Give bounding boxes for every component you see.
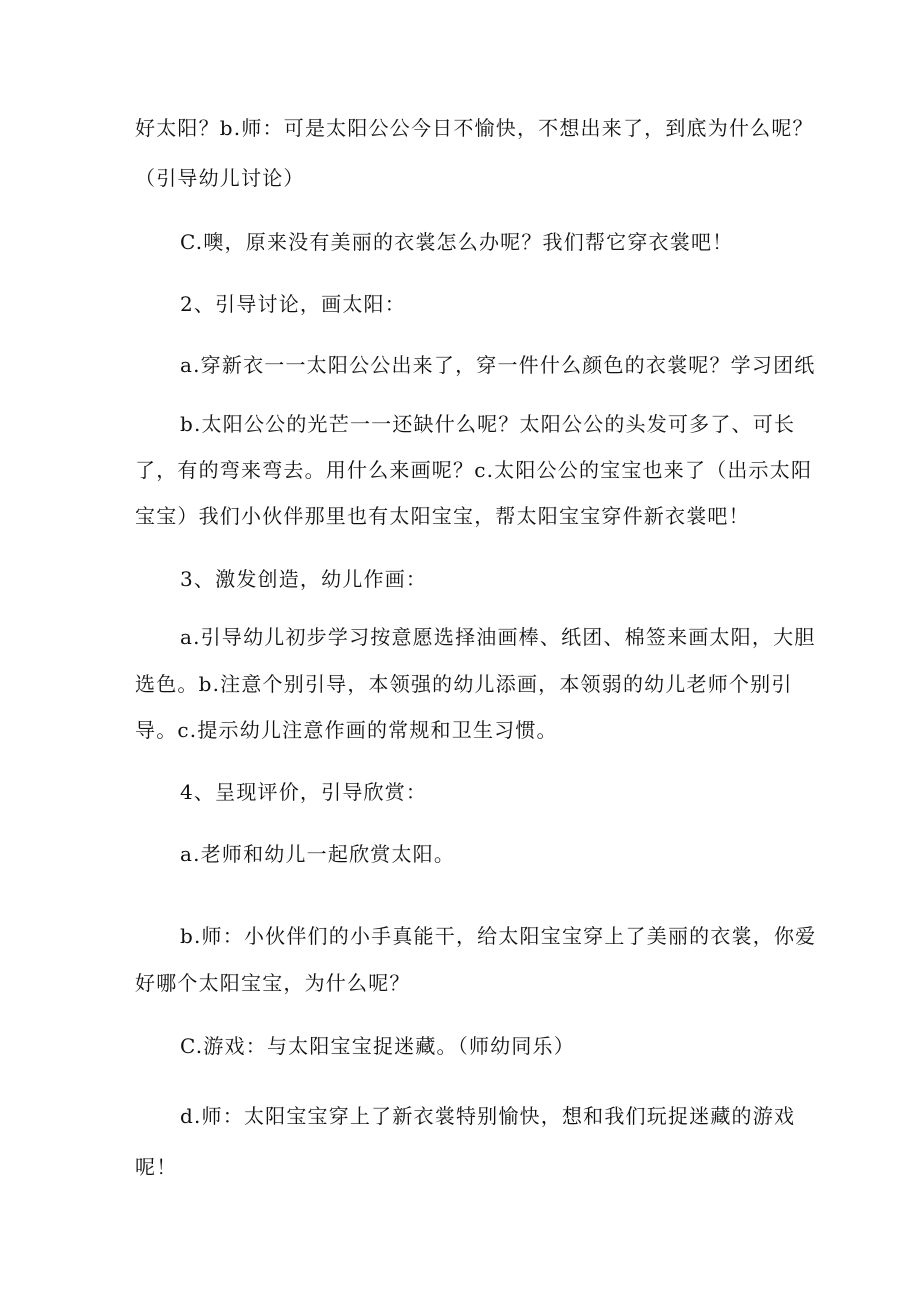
text-line-6: b.太阳公公的光芒一一还缺什么呢？太阳公公的头发可多了、可长	[180, 412, 796, 436]
text-line-12: 导。c.提示幼儿注意作画的常规和卫生习惯。	[135, 718, 558, 742]
text-line-3: C.噢，原来没有美丽的衣裳怎么办呢？我们帮它穿衣裳吧！	[180, 230, 734, 254]
text-line-14: a.老师和幼儿一起欣赏太阳。	[180, 842, 456, 866]
text-line-19: 呢！	[135, 1155, 178, 1179]
text-line-16: 好哪个太阳宝宝，为什么呢？	[135, 971, 411, 995]
text-line-11: 选色。b.注意个别引导，本领强的幼儿添画，本领弱的幼儿老师个别引	[135, 672, 793, 696]
section-heading-4: 4、呈现评价，引导欣赏：	[180, 780, 428, 804]
section-heading-3: 3、激发创造，幼儿作画：	[180, 567, 428, 591]
text-line-10: a.引导幼儿初步学习按意愿选择油画棒、纸团、棉签来画太阳，大胆	[180, 625, 816, 649]
text-line-8: 宝宝）我们小伙伴那里也有太阳宝宝，帮太阳宝宝穿件新衣裳吧！	[135, 504, 750, 528]
text-line-5: a.穿新衣一一太阳公公出来了，穿一件什么颜色的衣裳呢？学习团纸	[180, 353, 816, 377]
text-line-1: 好太阳？b.师：可是太阳公公今日不愉快，不想出来了，到底为什么呢？	[135, 116, 814, 140]
text-line-18: d.师：太阳宝宝穿上了新衣裳特别愉快，想和我们玩捉迷藏的游戏	[180, 1104, 796, 1128]
text-line-17: C.游戏：与太阳宝宝捉迷藏。（师幼同乐）	[180, 1034, 575, 1058]
text-line-7: 了，有的弯来弯去。用什么来画呢？c.太阳公公的宝宝也来了（出示太阳	[135, 458, 813, 482]
text-line-15: b.师：小伙伴们的小手真能干，给太阳宝宝穿上了美丽的衣裳，你爱	[180, 924, 817, 948]
text-line-2: （引导幼儿讨论）	[135, 166, 305, 190]
section-heading-2: 2、引导讨论，画太阳：	[180, 292, 406, 316]
